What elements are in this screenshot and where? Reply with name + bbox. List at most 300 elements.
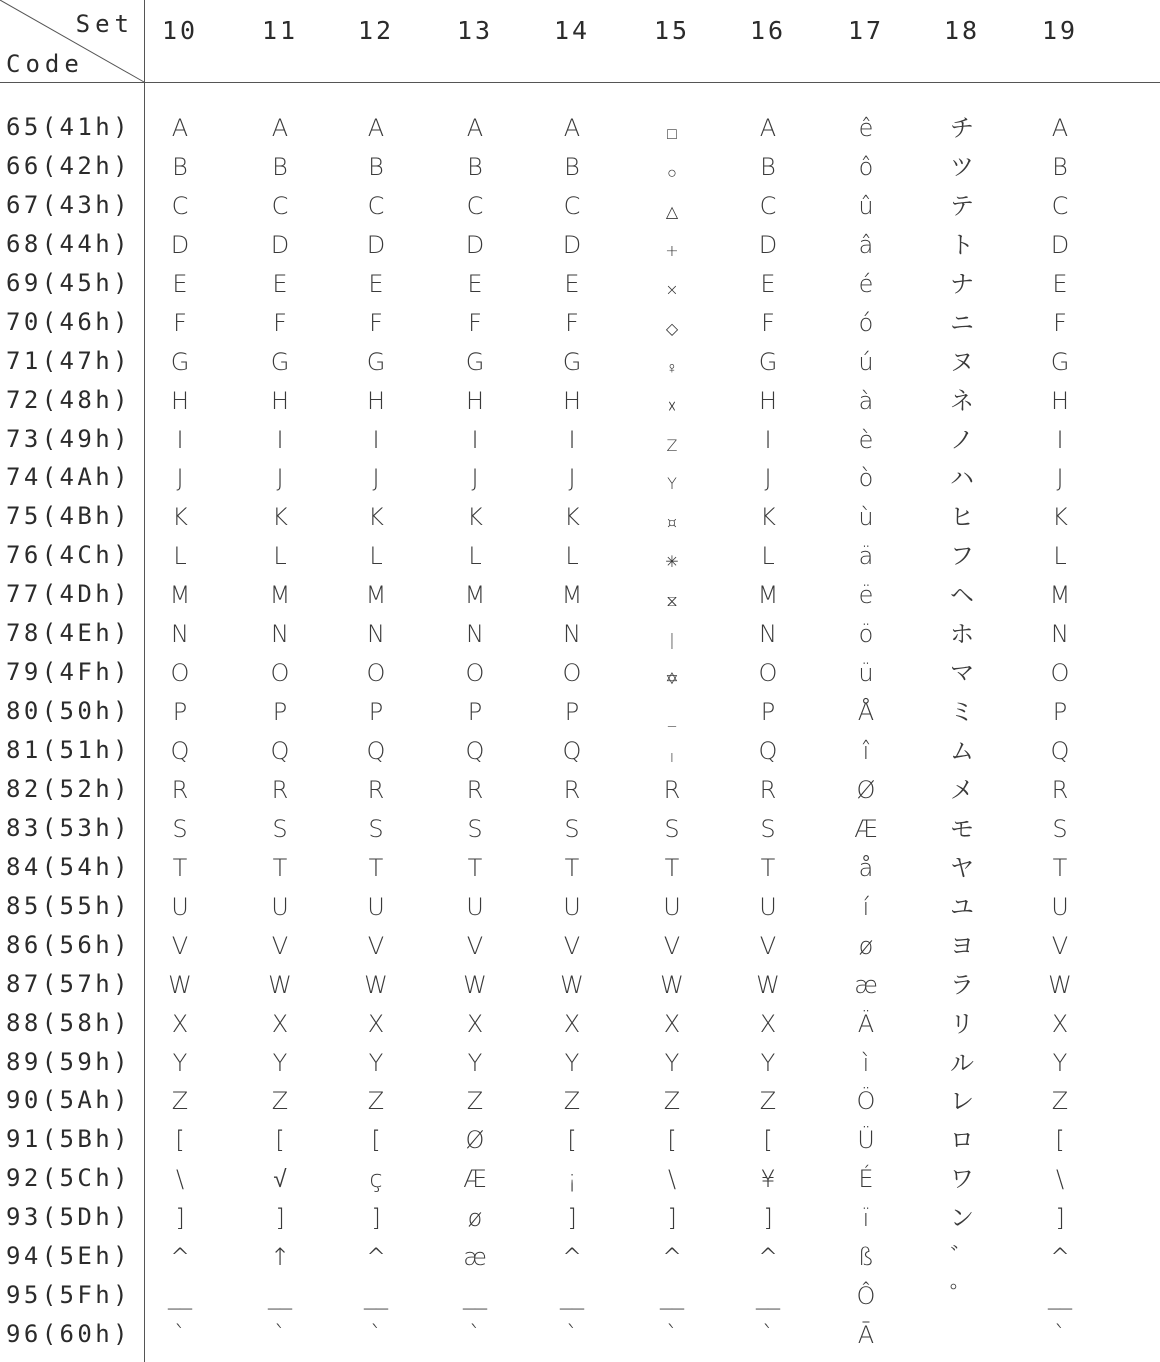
char-cell: I — [471, 425, 479, 454]
char-cell: B — [172, 152, 188, 181]
char-cell: ゛ — [950, 1243, 974, 1272]
char-cell: O — [758, 659, 778, 688]
char-cell: ù — [858, 503, 874, 532]
char-cell: ワ — [950, 1165, 974, 1194]
char-cell: J — [176, 464, 184, 493]
char-cell: O — [270, 659, 290, 688]
char-cell: Z — [367, 1087, 385, 1116]
char-cell: Ü — [857, 1126, 875, 1155]
char-cell: Q — [270, 737, 290, 765]
char-cell: C — [466, 191, 484, 220]
char-cell: ö — [858, 620, 874, 649]
char-cell: T — [467, 853, 483, 882]
char-cell: ` — [469, 1321, 481, 1350]
char-cell: ä — [858, 542, 874, 571]
char-cell: ヤ — [950, 853, 974, 882]
char-cell: L — [173, 542, 187, 571]
char-cell: マ — [950, 659, 974, 688]
table-row — [0, 537, 1160, 576]
code-label: 94(5Eh) — [6, 1242, 131, 1271]
code-label: 82(52h) — [6, 774, 131, 803]
char-cell: S — [564, 814, 580, 843]
char-cell: M — [365, 581, 387, 610]
table-row — [0, 382, 1160, 421]
char-cell: ☓ — [667, 396, 677, 416]
char-cell: X — [1051, 1009, 1069, 1038]
table-row — [0, 732, 1160, 771]
char-cell: Æ — [854, 814, 878, 843]
char-cell: W — [756, 970, 780, 999]
char-cell: Y — [667, 474, 677, 494]
char-cell: ú — [858, 347, 874, 376]
char-cell: H — [170, 386, 190, 415]
char-cell: E — [564, 269, 580, 298]
char-cell: N — [466, 620, 484, 649]
char-cell: X — [466, 1009, 484, 1038]
table-row — [0, 1005, 1160, 1044]
char-cell: X — [367, 1009, 385, 1038]
char-cell: M — [561, 581, 583, 610]
code-label: 91(5Bh) — [6, 1125, 131, 1154]
char-cell: P — [1052, 698, 1068, 727]
char-cell: ¡ — [567, 1165, 577, 1194]
char-cell: E — [368, 269, 384, 298]
char-cell: ø — [467, 1204, 483, 1233]
char-cell: ì — [862, 1048, 870, 1077]
char-cell: H — [1050, 386, 1070, 415]
table-row — [0, 1316, 1160, 1355]
char-cell: __ — [560, 1282, 584, 1311]
char-cell: Y — [467, 1048, 483, 1077]
char-cell: M — [464, 581, 486, 610]
char-cell: I — [372, 425, 380, 454]
char-cell: S — [272, 814, 288, 843]
char-cell: B — [564, 152, 580, 181]
char-cell: E — [1052, 269, 1068, 298]
char-cell: R — [563, 775, 581, 804]
char-cell: L — [565, 542, 579, 571]
char-cell: __ — [168, 1282, 192, 1311]
set-number-12: 12 — [357, 16, 395, 45]
char-cell: í — [862, 892, 870, 921]
char-cell: U — [759, 892, 777, 921]
char-cell: ロ — [950, 1126, 974, 1155]
char-cell: B — [1052, 152, 1068, 181]
code-label: 76(4Ch) — [6, 541, 131, 570]
code-label: 67(43h) — [6, 190, 131, 219]
table-row — [0, 459, 1160, 498]
char-cell: Q — [562, 737, 582, 765]
char-cell: G — [1050, 347, 1070, 376]
char-cell: [ — [667, 1126, 677, 1155]
char-cell: U — [367, 892, 385, 921]
char-cell: K — [272, 503, 288, 532]
char-cell: ^ — [561, 1243, 583, 1272]
char-cell: N — [1051, 620, 1069, 649]
char-cell: ø — [858, 931, 874, 960]
char-cell: è — [858, 425, 874, 454]
set-header-label: Set — [75, 10, 134, 38]
code-label: 87(57h) — [6, 969, 131, 998]
char-cell: レ — [950, 1087, 974, 1116]
table-row — [0, 927, 1160, 966]
char-cell: Z — [563, 1087, 581, 1116]
code-label: 88(58h) — [6, 1008, 131, 1037]
code-header-label: Code — [6, 50, 84, 78]
table-row — [0, 576, 1160, 615]
char-cell: ノ — [950, 425, 974, 454]
char-cell: à — [858, 386, 874, 415]
char-cell: ü — [858, 659, 874, 688]
char-cell: ホ — [950, 620, 974, 649]
char-cell: ナ — [950, 269, 974, 298]
char-cell: H — [562, 386, 582, 415]
char-cell: â — [858, 230, 874, 259]
char-cell: L — [273, 542, 287, 571]
char-cell: S — [760, 814, 776, 843]
char-cell: ] — [175, 1204, 185, 1233]
char-cell: G — [562, 347, 582, 376]
char-cell: P — [172, 698, 188, 727]
char-cell: W — [268, 970, 292, 999]
char-cell: S — [368, 814, 384, 843]
set-number-16: 16 — [749, 16, 787, 45]
char-cell: U — [1051, 892, 1069, 921]
char-cell: P — [564, 698, 580, 727]
table-row — [0, 421, 1160, 460]
char-cell: ◇ — [665, 318, 679, 338]
char-cell: N — [367, 620, 385, 649]
char-cell: [ — [567, 1126, 577, 1155]
char-cell: ¥ — [760, 1165, 776, 1194]
code-label: 83(53h) — [6, 813, 131, 842]
char-cell: ` — [174, 1321, 186, 1350]
char-cell: ` — [666, 1321, 678, 1350]
char-cell: C — [563, 191, 581, 220]
char-cell: L — [761, 542, 775, 571]
char-cell: É — [858, 1165, 874, 1194]
char-cell: Y — [564, 1048, 580, 1077]
char-cell: M — [169, 581, 191, 610]
char-cell: B — [272, 152, 288, 181]
char-cell: R — [1051, 775, 1069, 804]
char-cell: X — [563, 1009, 581, 1038]
char-cell: メ — [950, 775, 974, 804]
char-cell: O — [1050, 659, 1070, 688]
char-cell: ♀ — [666, 357, 678, 377]
char-cell: V — [563, 931, 581, 960]
table-row — [0, 771, 1160, 810]
code-label: 92(5Ch) — [6, 1164, 131, 1193]
char-cell: [ — [1055, 1126, 1065, 1155]
char-cell: N — [563, 620, 581, 649]
char-cell: B — [368, 152, 384, 181]
char-cell: I — [764, 425, 772, 454]
char-cell: × — [665, 279, 679, 299]
table-row — [0, 109, 1160, 148]
char-cell: U — [663, 892, 681, 921]
char-cell: ヒ — [950, 503, 974, 532]
char-cell: U — [563, 892, 581, 921]
code-label: 77(4Dh) — [6, 580, 131, 609]
char-cell: ン — [950, 1204, 974, 1233]
char-cell: F — [273, 308, 287, 337]
char-cell: X — [171, 1009, 189, 1038]
char-cell: Y — [664, 1048, 680, 1077]
char-cell: Y — [272, 1048, 288, 1077]
char-cell: G — [366, 347, 386, 376]
char-cell: Y — [1052, 1048, 1068, 1077]
char-cell: ] — [1055, 1204, 1065, 1233]
char-cell: ヘ — [950, 581, 974, 610]
char-cell: R — [663, 775, 681, 804]
char-cell: H — [270, 386, 290, 415]
char-cell: Z — [171, 1087, 189, 1116]
table-row — [0, 888, 1160, 927]
char-cell: Q — [758, 737, 778, 765]
code-label: 74(4Ah) — [6, 463, 131, 492]
table-row — [0, 693, 1160, 732]
char-cell: __ — [660, 1282, 684, 1311]
set-number-18: 18 — [943, 16, 981, 45]
char-cell: M — [269, 581, 291, 610]
code-label: 73(49h) — [6, 424, 131, 453]
header-divider — [0, 82, 1160, 83]
char-cell: I — [276, 425, 284, 454]
char-cell: K — [467, 503, 483, 532]
char-cell: X — [663, 1009, 681, 1038]
char-cell: C — [367, 191, 385, 220]
char-cell: L — [1053, 542, 1067, 571]
table-row — [0, 1160, 1160, 1199]
char-cell: \ — [1055, 1165, 1065, 1194]
char-cell: T — [272, 853, 288, 882]
char-cell: C — [759, 191, 777, 220]
char-cell: S — [172, 814, 188, 843]
char-cell: T — [564, 853, 580, 882]
char-cell: A — [1051, 114, 1069, 142]
char-cell: R — [367, 775, 385, 804]
char-cell: チ — [950, 114, 974, 142]
table-row — [0, 1238, 1160, 1277]
code-label: 90(5Ah) — [6, 1086, 131, 1115]
code-label: 69(45h) — [6, 268, 131, 297]
char-cell: Æ — [463, 1165, 487, 1194]
set-number-11: 11 — [261, 16, 299, 45]
char-cell: Y — [172, 1048, 188, 1077]
char-cell: Z — [663, 1087, 681, 1116]
char-cell: ↑ — [269, 1243, 291, 1272]
table-row — [0, 966, 1160, 1005]
char-cell: __ — [364, 1282, 388, 1311]
char-cell: O — [465, 659, 485, 688]
char-cell: F — [173, 308, 187, 337]
char-cell: [ — [371, 1126, 381, 1155]
char-cell: A — [271, 114, 289, 142]
char-cell: V — [367, 931, 385, 960]
char-cell: V — [663, 931, 681, 960]
char-cell: ß — [857, 1243, 875, 1272]
char-cell: R — [466, 775, 484, 804]
char-cell: P — [368, 698, 384, 727]
table-row — [0, 1199, 1160, 1238]
char-cell: O — [366, 659, 386, 688]
char-cell: R — [171, 775, 189, 804]
table-row — [0, 1044, 1160, 1083]
char-cell: Ø — [856, 775, 876, 804]
char-cell: V — [466, 931, 484, 960]
char-cell: Z — [759, 1087, 777, 1116]
char-cell: M — [757, 581, 779, 610]
char-cell: _ — [668, 708, 676, 728]
char-cell: A — [367, 114, 385, 142]
char-cell: Å — [857, 698, 875, 727]
table-row — [0, 1277, 1160, 1316]
char-cell: __ — [268, 1282, 292, 1311]
char-cell: A — [759, 114, 777, 142]
char-cell: ユ — [950, 892, 974, 921]
char-cell: ^ — [365, 1243, 387, 1272]
char-cell: ô — [858, 152, 874, 181]
char-cell: ヌ — [950, 347, 974, 376]
char-cell: å — [858, 853, 874, 882]
char-cell: Y — [368, 1048, 384, 1077]
char-cell: ] — [667, 1204, 677, 1233]
char-cell: S — [664, 814, 680, 843]
char-cell: Ö — [856, 1087, 876, 1116]
code-label: 65(41h) — [6, 113, 131, 141]
char-cell: ル — [950, 1048, 974, 1077]
table-row — [0, 810, 1160, 849]
char-cell: û — [858, 191, 874, 220]
char-cell: Z — [666, 435, 678, 455]
set-number-10: 10 — [161, 16, 199, 45]
char-cell: J — [764, 464, 772, 493]
char-cell: K — [172, 503, 188, 532]
char-cell: ` — [274, 1321, 286, 1350]
char-cell: F — [369, 308, 383, 337]
char-cell: G — [758, 347, 778, 376]
char-cell: V — [171, 931, 189, 960]
char-cell: ゜ — [950, 1282, 974, 1311]
char-cell: S — [1052, 814, 1068, 843]
char-cell: D — [366, 230, 386, 259]
char-cell: I — [568, 425, 576, 454]
code-label: 75(4Bh) — [6, 502, 131, 531]
char-cell: ⧖ — [666, 591, 678, 611]
table-row — [0, 343, 1160, 382]
char-cell: E — [467, 269, 483, 298]
char-cell: ラ — [950, 970, 974, 999]
code-label: 70(46h) — [6, 307, 131, 336]
char-cell: W — [463, 970, 487, 999]
char-cell: G — [270, 347, 290, 376]
char-cell: Q — [1050, 737, 1070, 765]
char-cell: U — [271, 892, 289, 921]
char-cell: I — [176, 425, 184, 454]
set-number-19: 19 — [1041, 16, 1079, 45]
char-cell: ツ — [950, 152, 974, 181]
char-cell: U — [466, 892, 484, 921]
char-cell: J — [1056, 464, 1064, 493]
char-cell: ム — [950, 737, 974, 765]
char-cell: __ — [463, 1282, 487, 1311]
char-cell: D — [465, 230, 485, 259]
char-cell: T — [1052, 853, 1068, 882]
char-cell: ✳ — [665, 552, 679, 572]
char-cell: ë — [858, 581, 874, 610]
char-cell: ヨ — [950, 931, 974, 960]
char-cell: Z — [271, 1087, 289, 1116]
char-cell: î — [862, 737, 870, 765]
table-row — [0, 304, 1160, 343]
char-cell: [ — [275, 1126, 285, 1155]
char-cell: \ — [175, 1165, 185, 1194]
char-cell: æ — [463, 1243, 487, 1272]
char-cell: B — [467, 152, 483, 181]
char-cell: ネ — [950, 386, 974, 415]
code-label: 85(55h) — [6, 891, 131, 920]
char-cell: é — [858, 269, 874, 298]
table-row — [0, 849, 1160, 888]
code-label: 72(48h) — [6, 385, 131, 414]
char-cell: R — [271, 775, 289, 804]
char-cell: E — [760, 269, 776, 298]
char-cell: S — [467, 814, 483, 843]
char-cell: O — [562, 659, 582, 688]
char-cell: U — [171, 892, 189, 921]
char-cell: モ — [950, 814, 974, 843]
char-cell: P — [272, 698, 288, 727]
char-cell: Ô — [856, 1282, 876, 1311]
char-cell: J — [372, 464, 380, 493]
char-cell: V — [759, 931, 777, 960]
char-cell: __ — [756, 1282, 780, 1311]
char-cell: | — [669, 630, 675, 650]
char-cell: F — [565, 308, 579, 337]
set-header-row — [0, 16, 1160, 50]
char-cell: リ — [950, 1009, 974, 1038]
char-cell: L — [369, 542, 383, 571]
char-cell: A — [171, 114, 189, 142]
char-cell: ó — [858, 308, 874, 337]
char-cell: X — [271, 1009, 289, 1038]
char-cell: + — [665, 240, 679, 260]
char-cell: Ä — [857, 1009, 875, 1038]
char-cell: H — [758, 386, 778, 415]
char-cell: ^ — [169, 1243, 191, 1272]
char-cell: ○ — [667, 162, 677, 182]
char-cell: P — [467, 698, 483, 727]
code-label: 66(42h) — [6, 151, 131, 180]
table-row — [0, 1082, 1160, 1121]
table-row — [0, 615, 1160, 654]
char-cell: æ — [854, 970, 878, 999]
code-label: 81(51h) — [6, 736, 131, 764]
set-number-14: 14 — [553, 16, 591, 45]
char-cell: Q — [170, 737, 190, 765]
char-cell: ✡ — [665, 669, 679, 689]
char-cell: ê — [858, 114, 874, 142]
char-cell: O — [170, 659, 190, 688]
char-cell: ^ — [757, 1243, 779, 1272]
char-cell: Q — [366, 737, 386, 765]
char-cell: I — [1056, 425, 1064, 454]
char-cell: ] — [763, 1204, 773, 1233]
char-cell: G — [465, 347, 485, 376]
char-cell: C — [171, 191, 189, 220]
char-cell: ハ — [950, 464, 974, 493]
